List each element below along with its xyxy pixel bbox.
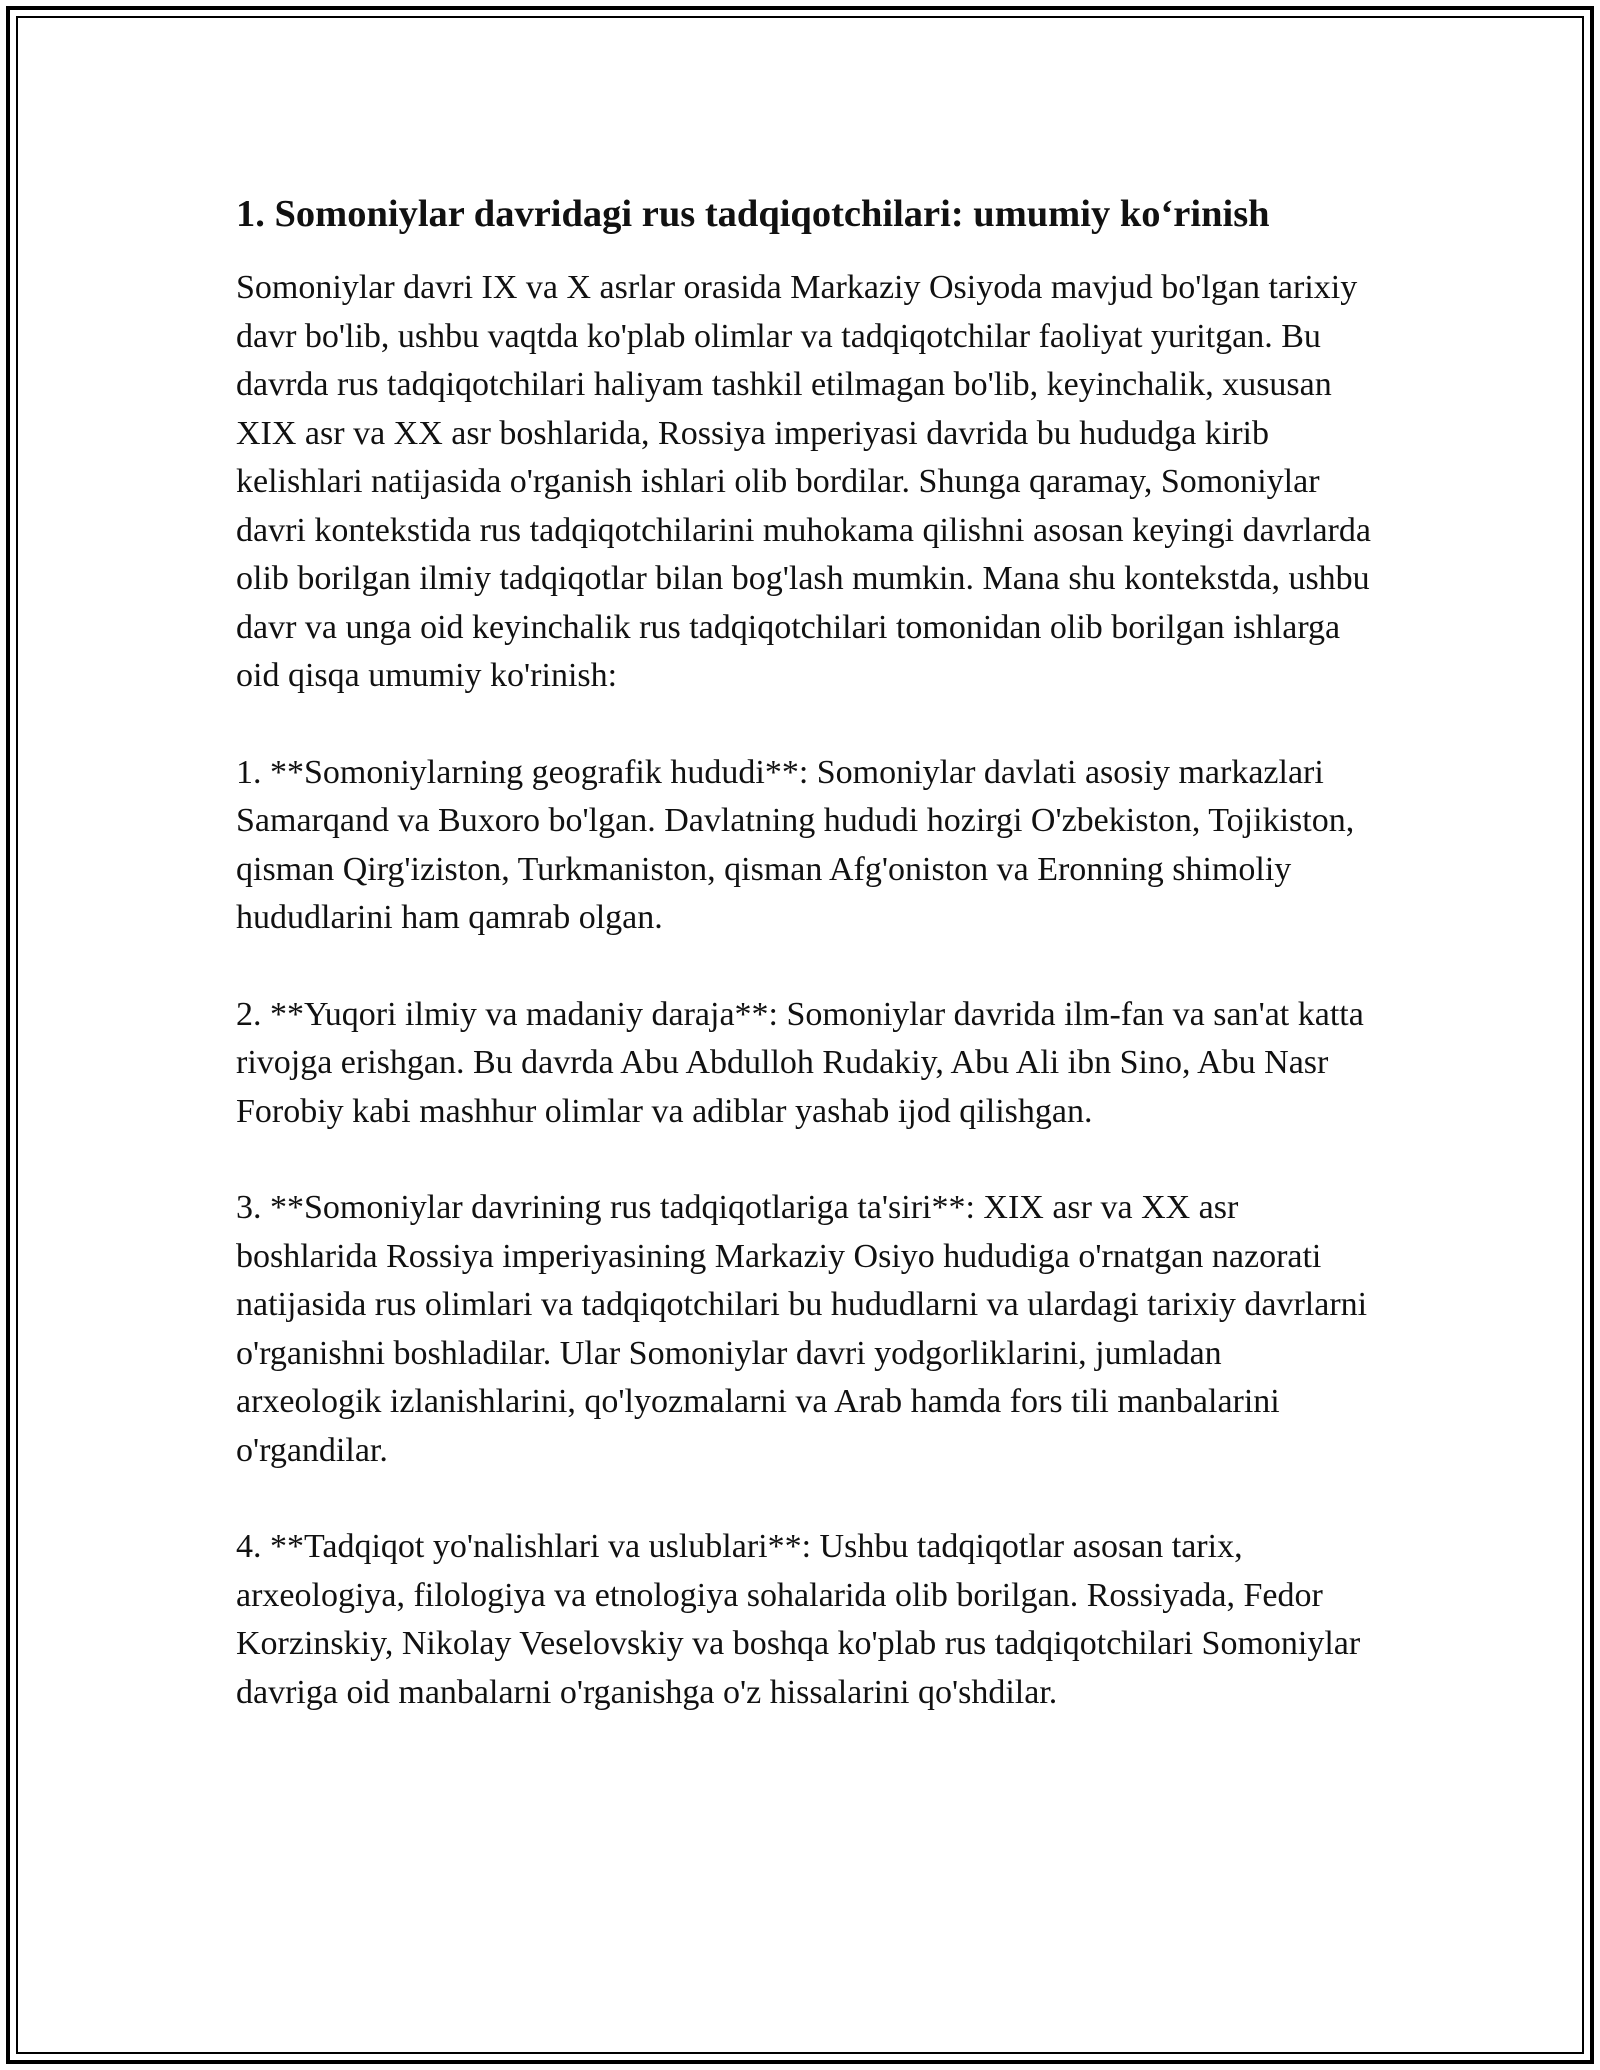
document-body — [236, 186, 1372, 1765]
list-item-research-directions: 4. **Tadqiqot yo'nalishlari va uslublari**: Ushbu tadqiqotlar asosan tarix, arxeologiya, filologiya va etnologiya sohalarida olib borilgan. Rossiyada, Fedor Korzinskiy, Nikolay Veselovskiy va boshqa ko'plab rus tadqiqotchilari Somoniylar davriga oid manbalarni o'rganishga o'z hissalarini qo'shdilar. — [236, 1528, 1361, 1711]
intro-paragraph: Somoniylar davri IX va X asrlar orasida Markaziy Osiyoda mavjud bo'lgan tarixiy davr bo'lib, ushbu vaqtda ko'plab olimlar va tadqiqotchilar faoliyat yuritgan. Bu davrda rus tadqiqotchilari haliyam tashkil etilmagan bo'lib, keyinchalik, xususan XIX asr va XX asr boshlarida, Rossiya imperiyasi davrida bu hududga kirib kelishlari natijasida o'rganish ishlari olib bordilar. Shunga qaramay, Somoniylar davri kontekstida rus tadqiqotchilarini muhokama qilishni asosan keyingi davrlarda olib borilgan ilmiy tadqiqotlar bilan bog'lash mumkin. Mana shu kontekstda, ushbu davr va unga oid keyinchalik rus tadqiqotchilari tomonidan olib borilgan ishlarga oid qisqa umumiy ko'rinish: — [236, 269, 1371, 694]
list-item-russian-research-influence: 3. **Somoniylar davrining rus tadqiqotlariga ta'siri**: XIX asr va XX asr boshlarida Rossiya imperiyasining Markaziy Osiyo hududiga o'rnatgan nazorati natijasida rus olimlari va tadqiqotchilari bu hududlarni va ulardagi tarixiy davrlarni o'rganishni boshladilar. Ular Somoniylar davri yodgorliklarini, jumladan arxeologik izlanishlarini, qo'lyozmalarni va Arab hamda fors tili manbalarini o'rgandilar. — [236, 1189, 1368, 1469]
section-heading: 1. Somoniylar davridagi rus tadqiqotchilari: umumiy ko‘rinish — [236, 193, 1270, 235]
list-item-geographic-area: 1. **Somoniylarning geografik hududi**: Somoniylar davlati asosiy markazlari Samarqand va Buxoro bo'lgan. Davlatning hududi hozirgi O'zbekiston, Tojikiston, qisman Qirg'iziston, Turkmaniston, qisman Afg'oniston va Eronning shimoliy hududlarini ham qamrab olgan. — [236, 753, 1355, 936]
list-item-scientific-level: 2. **Yuqori ilmiy va madaniy daraja**: Somoniylar davrida ilm-fan va san'at katta rivojga erishgan. Bu davrda Abu Abdulloh Rudakiy, Abu Ali ibn Sino, Abu Nasr Forobiy kabi mashhur olimlar va adiblar yashab ijod qilishgan. — [236, 995, 1364, 1130]
